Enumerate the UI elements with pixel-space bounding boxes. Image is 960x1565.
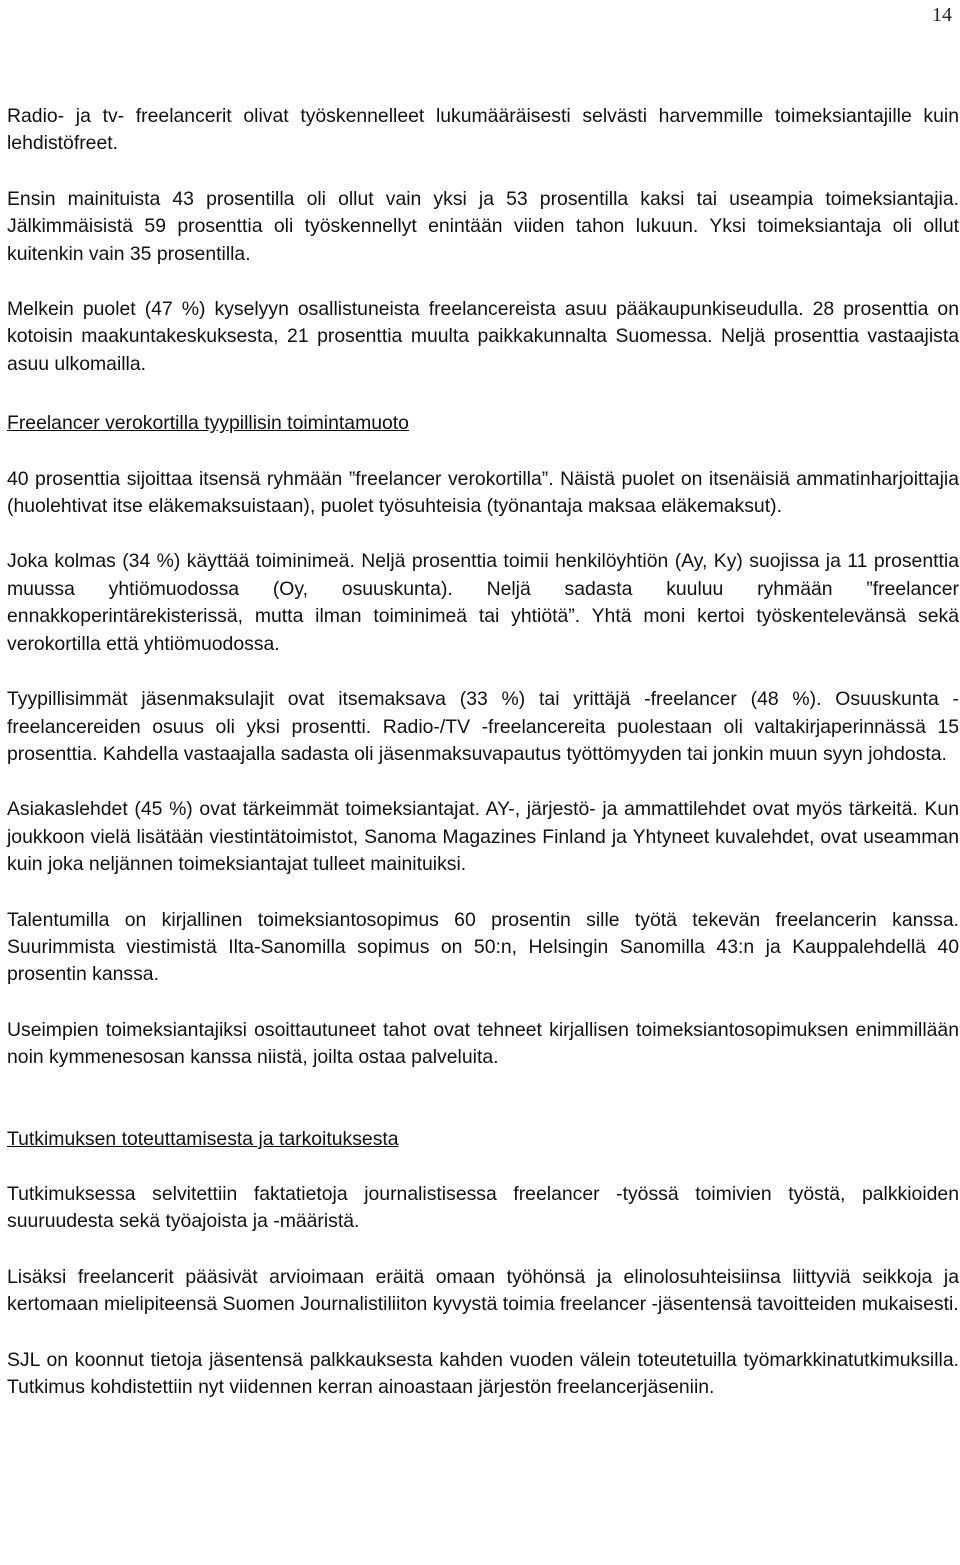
paragraph-arvioinnit: Lisäksi freelancerit pääsivät arvioimaan eräitä omaan työhönsä ja elinolosuhteisiinsa liittyviä seikkoja ja kertomaan mielipiteensä Suomen Journalistiliiton kyvystä toimia freelancer -jäsentensä tavoitteiden mukaisesti. xyxy=(7,1265,959,1316)
paragraph-asuinpaikka: Melkein puolet (47 %) kyselyyn osallistuneista freelancereista asuu pääkaupunkiseudulla. 28 prosenttia on kotoisin maakuntakeskuksesta, 21 prosenttia muulta paikkakunnalta Suomessa. Neljä prosenttia vastaajista asuu ulkomailla. xyxy=(7,298,959,375)
paragraph-asiakaslehdet: Asiakaslehdet (45 %) ovat tärkeimmät toimeksiantajat. AY-, järjestö- ja ammattilehdet ovat myös tärkeitä. Kun joukkoon vielä lisätään viestintätoimistot, Sanoma Magazines Finland ja Yhtyneet kuvalehdet, ovat useamman kuin joka neljännen toimeksiantajat tulleet mainituiksi. xyxy=(7,798,959,876)
paragraph-sjl: SJL on koonnut tietoja jäsentensä palkkauksesta kahden vuoden välein toteutetuilla työmarkkinatutkimuksilla. Tutkimus kohdistettiin nyt viidennen kerran ainoastaan järjestön freelancerjäseniin. xyxy=(7,1348,959,1398)
paragraph-verokortti: 40 prosenttia sijoittaa itsensä ryhmään ”freelancer verokortilla”. Näistä puolet on itsenäisiä ammatinharjoittajia (huolehtivat itse eläkemaksuistaan), puolet työsuhteisia (työnantaja maksaa eläkemaksut). xyxy=(7,467,959,518)
page-number: 14 xyxy=(932,4,952,26)
paragraph-jasenmaksulajit: Tyypillisimmät jäsenmaksulajit ovat itsemaksava (33 %) tai yrittäjä -freelancer (48 %). Osuuskunta -freelancereiden osuus oli yksi prosentti. Radio-/TV -freelancereita puolestaan oli valtakirjaperinnässä 15 prosenttia. Kahdella vastaajalla sadasta oli jäsenmaksuvapautus työttömyyden tai jonkin muun syyn johdosta. xyxy=(7,688,959,765)
paragraph-radio-tv: Radio- ja tv- freelancerit olivat työskennelleet lukumääräisesti selvästi harvemmille toimeksiantajille kuin lehdistöfreet. xyxy=(7,105,959,155)
paragraph-toimeksiantajat: Ensin mainituista 43 prosentilla oli ollut vain yksi ja 53 prosentilla kaksi tai useampia toimeksiantajia. Jälkimmäisistä 59 prosenttia oli työskennellyt enintään viiden tahon lukuun. Yksi toimeksiantaja oli ollut kuitenkin vain 35 prosentilla. xyxy=(7,187,959,265)
paragraph-faktatiedot: Tutkimuksessa selvitettiin faktatietoja journalistisessa freelancer -työssä toimivien työstä, palkkioiden suuruudesta sekä työajoista ja -määristä. xyxy=(7,1182,959,1233)
section-heading-verokortti: Freelancer verokortilla tyypillisin toimintamuoto xyxy=(7,412,409,435)
paragraph-toiminimi: Joka kolmas (34 %) käyttää toiminimeä. Neljä prosenttia toimii henkilöyhtiön (Ay, Ky) suojissa ja 11 prosenttia muussa yhtiömuodossa (Oy, osuuskunta). Neljä sadasta kuuluu ryhmään ”freelancer ennakkoperintärekisterissä, mutta ilman toiminimeä tai yhtiötä”. Yhtä moni kertoi työskentelevänsä sekä verokortilla että yhtiömuodossa. xyxy=(7,550,959,655)
document-body xyxy=(7,103,959,1429)
paragraph-sopimukset: Useimpien toimeksiantajiksi osoittautuneet tahot ovat tehneet kirjallisen toimeksiantosopimuksen enimmillään noin kymmenesosan kanssa niistä, joilta ostaa palveluita. xyxy=(7,1018,959,1069)
paragraph-talentum: Talentumilla on kirjallinen toimeksiantosopimus 60 prosentin sille työtä tekevän freelancerin kanssa. Suurimmista viestimistä Ilta-Sanomilla sopimus on 50:n, Helsingin Sanomilla 43:n ja Kauppalehdellä 40 prosentin kanssa. xyxy=(7,908,959,986)
section-heading-tutkimus: Tutkimuksen toteuttamisesta ja tarkoituksesta xyxy=(7,1127,399,1150)
